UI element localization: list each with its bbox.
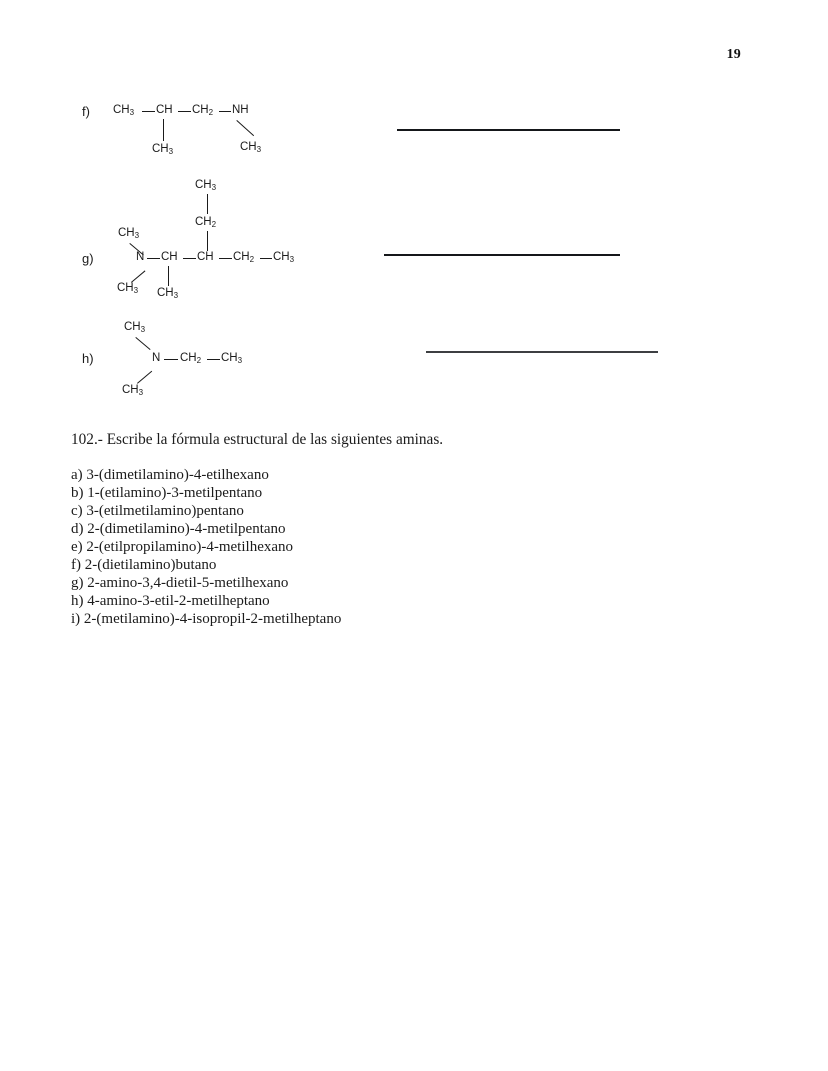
- answer-line-h[interactable]: [426, 351, 658, 353]
- list-item: b) 1-(etilamino)-3-metilpentano: [71, 485, 263, 501]
- bond-g-ch1-ch2: [183, 258, 196, 259]
- atom-g-ch2-top: $CH_2$: [195, 216, 217, 229]
- bond-f-b-c: [178, 111, 191, 112]
- page-number: 19: [726, 47, 741, 62]
- bond-g-ch1-down: [168, 266, 169, 286]
- atom-g-ch2-chain: $CH_2$: [233, 251, 255, 264]
- bond-g-n-ch1: [147, 258, 160, 259]
- atom-g-ch3-top: $CH_3$: [195, 179, 217, 192]
- atom-f-nh-d: NH: [232, 104, 249, 116]
- atom-g-ch3-down: $CH_3$: [157, 287, 179, 300]
- bond-g-n-down: [131, 270, 145, 282]
- list-item: e) 2-(etilpropilamino)-4-metilhexano: [71, 539, 294, 555]
- atom-g-ch3-end: $CH_3$: [273, 251, 295, 264]
- atom-h-ch3-up: $CH_3$: [124, 321, 146, 334]
- answer-line-g[interactable]: [384, 254, 620, 256]
- bond-h-ch2-ch3: [207, 359, 220, 360]
- list-item: h) 4-amino-3-etil-2-metilheptano: [71, 593, 270, 609]
- atom-g-n: N: [136, 251, 145, 263]
- atom-g-ch3-nup: $CH_3$: [118, 227, 140, 240]
- answer-line-f[interactable]: [397, 129, 620, 131]
- atom-f-ch3-nbranch: $CH_3$: [240, 141, 262, 154]
- atom-f-ch2-c: $CH_2$: [192, 104, 214, 117]
- bond-g-ch2-ch2chain: [219, 258, 232, 259]
- atom-h-ch3-end: $CH_3$: [221, 352, 243, 365]
- bond-h-n-up: [135, 337, 150, 350]
- bond-f-a-b: [142, 111, 155, 112]
- structure-label-f: f): [82, 104, 90, 119]
- structure-label-h: h): [82, 351, 94, 366]
- question-heading: 102.- Escribe la fórmula estructural de las siguientes aminas.: [71, 431, 444, 448]
- structure-diagrams: [0, 0, 828, 420]
- bond-g-top1: [207, 194, 208, 214]
- bond-f-c-d: [219, 111, 231, 112]
- atom-f-ch-b: CH: [156, 104, 173, 116]
- bond-h-n-ch2: [164, 359, 178, 360]
- atom-h-n: N: [152, 352, 161, 364]
- list-item: g) 2-amino-3,4-dietil-5-metilhexano: [71, 575, 289, 591]
- structure-label-g: g): [82, 251, 94, 266]
- bond-h-n-down: [137, 371, 152, 384]
- bond-g-chain-end: [260, 258, 272, 259]
- amine-name-list: [71, 466, 341, 628]
- bond-f-nh-branch: [236, 120, 254, 136]
- atom-g-ch3-ndown: $CH_3$: [117, 282, 139, 295]
- atom-f-ch3-branch: $CH_3$: [152, 143, 174, 156]
- list-item: i) 2-(metilamino)-4-isopropil-2-metilheptano: [71, 611, 342, 627]
- atom-h-ch2: $CH_2$: [180, 352, 202, 365]
- bond-g-top2: [207, 231, 208, 251]
- list-item: c) 3-(etilmetilamino)pentano: [71, 503, 244, 519]
- bond-f-b-branch: [163, 119, 164, 141]
- atom-g-ch-2: CH: [197, 251, 214, 263]
- atom-g-ch-1: CH: [161, 251, 178, 263]
- list-item: d) 2-(dimetilamino)-4-metilpentano: [71, 521, 286, 537]
- atom-f-ch3-a: $CH_3$: [113, 104, 135, 117]
- list-item: f) 2-(dietilamino)butano: [71, 557, 217, 573]
- list-item: a) 3-(dimetilamino)-4-etilhexano: [71, 467, 269, 483]
- atom-h-ch3-down: $CH_3$: [122, 384, 144, 397]
